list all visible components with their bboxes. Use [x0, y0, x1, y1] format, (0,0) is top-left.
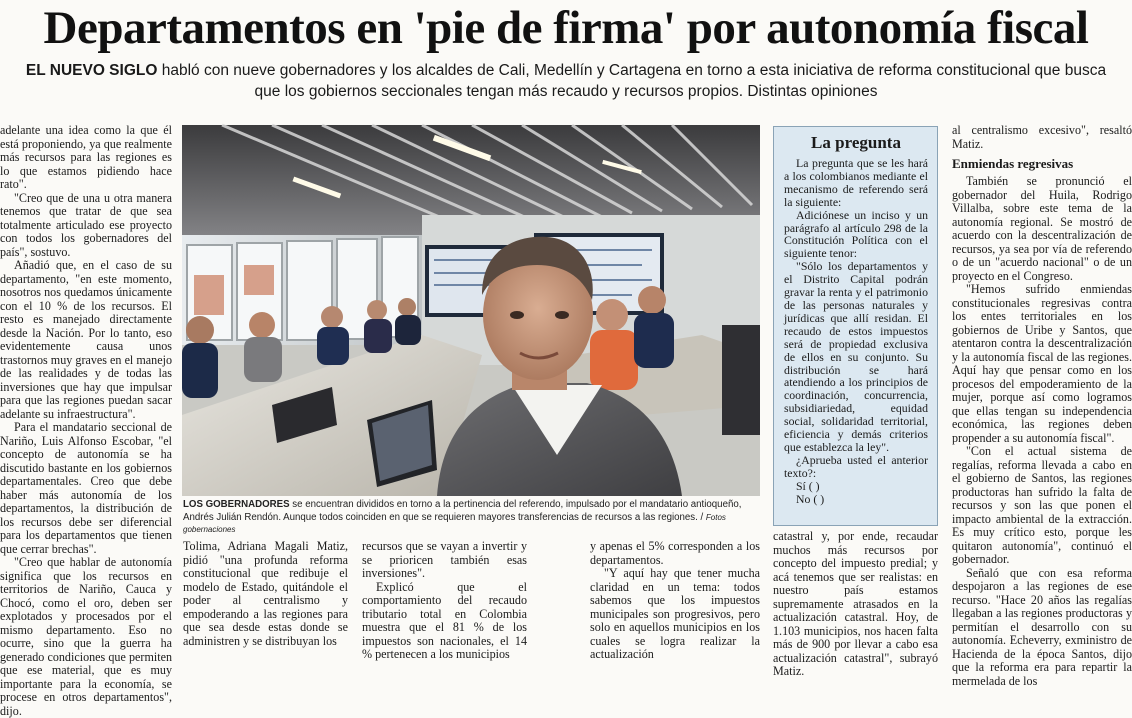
paragraph: recursos que se vayan a invertir y se prioricen también esas inversiones".	[362, 539, 527, 580]
deck	[10, 60, 1122, 102]
caption-text: se encuentran divididos en torno a la pertinencia del referendo, impulsado por el mandatario antioqueño, Andrés Julián Rendón. Aunque todos coinciden en que se requieren mayores transferencias de recursos a las regiones. /	[183, 499, 742, 523]
article-column-3	[362, 540, 527, 659]
paragraph: Tolima, Adriana Magali Matiz, pidió "una profunda reforma constitucional que redibuje el modelo de Estado, quitándole el poder al centralismo y empoderando a las regiones para que sea desde estas donde se administren y se distribuyan los	[183, 539, 348, 648]
paragraph: "Creo que hablar de autonomía significa que los recursos en territorios de Nariño, Cauca y Chocó, como el oro, deben ser explotados y procesados por el mismo departamento. Eso no ocurre, sino que la guerra ha generado condiciones que permiten que ese material, que es muy importante para la economía, se procese en otros departamentos", dijo.	[0, 555, 172, 718]
subheading: Enmiendas regresivas	[952, 156, 1074, 171]
headline: Departamentos en 'pie de firma' por autonomía fiscal	[43, 2, 1089, 54]
caption-lead: LOS GOBERNADORES	[183, 499, 290, 510]
sidebar-la-pregunta	[773, 126, 938, 526]
photo-caption	[183, 499, 760, 537]
deck-lead: EL NUEVO SIGLO	[25, 62, 158, 79]
option-no: No ( )	[796, 491, 825, 506]
paragraph: adelante una idea como la que él está proponiendo, ya que realmente más recursos para las regiones es lo que estamos pidiendo hace rato".	[0, 123, 172, 191]
paragraph: Explicó que el comportamiento del recaudo tributario total en Colombia muestra que el 81 % de los impuestos son nacionales, el 14 % pertenecen a los municipios	[362, 579, 527, 661]
sidebar-paragraph: Adiciónese un inciso y un parágrafo al artículo 298 de la Constitución Política con el siguiente tenor:	[784, 207, 928, 261]
paragraph: "Creo que de una u otra manera tenemos que tratar de que sea totalmente articulado ese proyecto con todos los gobernadores del país", sostuvo.	[0, 190, 172, 259]
article-column-5	[952, 123, 1132, 688]
article-column-2	[183, 540, 348, 659]
sidebar-paragraph: La pregunta que se les hará a los colombianos mediante el mecanismo de referendo será la siguiente:	[784, 156, 928, 209]
paragraph: catastral y, por ende, recaudar muchos más recursos por concepto del impuesto predial; y acá tenemos que ser realistas: en nuestro país estamos supremamente atrasados en la actualización catastral. Hoy, de 1.103 municipios, nos hacen falta más de 900 por llevar a cabo esa actualización catastral", subrayó Matiz.	[773, 529, 938, 678]
paragraph: "Con el actual sistema de regalías, reforma llevada a cabo en el gobierno de Santos, las regiones productoras han sufrido la falta de recursos y son las que ponen el impacto ambiental de la extracción. Es muy crítico esto, porque les quitaron autonomía", continuó el gobernador.	[952, 444, 1132, 566]
option-yes: Sí ( )	[796, 478, 820, 493]
sidebar-paragraph: "Sólo los departamentos y el Distrito Capital podrán gravar la renta y el patrimonio de las personas naturales y jurídicas que allí residan. El recaudo de estos impuestos será de propiedad exclusiva de ellos en su conjunto. Su distribución se hará atendiendo a los principios de coordinación, concurrencia, subsidiariedad, equidad social, solidaridad territorial, eficiencia y demás criterios que establezca la ley".	[784, 259, 928, 454]
paragraph: Señaló que con esa reforma despojaron a las regiones de ese recurso. "Hace 20 años las regalías llegaban a las regiones productoras y permitían el desarrollo con su autonomía. Echeverry, exministro de Hacienda de la época Santos, dijo que la reforma era para repartir la mermelada de los	[952, 565, 1132, 688]
paragraph: Para el mandatario seccional de Nariño, Luis Alfonso Escobar, "el concepto de autonomía se ha discutido bastante en los gobiernos departamentales. Creo que debe haber más autonomía de los departamentos, la distribución de los recursos debe ser diferencial para los departamentos que tienen que cerrar brechas".	[0, 420, 172, 556]
sidebar-paragraph: ¿Aprueba usted el anterior texto?:	[784, 452, 928, 480]
caption-credit: Fotos gobernaciones	[183, 512, 726, 534]
governors-meeting-photo	[182, 125, 760, 496]
deck-text-2: que los gobiernos seccionales tengan más recaudo y recursos propios. Distintas opiniones	[254, 83, 878, 100]
paragraph: Añadió que, en el caso de su departamento, "en este momento, nosotros nos quedamos únicamente con el 10 % de los recursos. El resto es manejado directamente desde la Nación. Por lo tanto, eso evidentemente causa unos trastornos muy graves en el manejo de las realidades y de todas las inversiones que hay que impulsar para que las regiones puedan sacar adelante su infraestructura".	[0, 258, 172, 421]
article-column-4	[590, 540, 760, 659]
article-column-1	[0, 123, 172, 718]
paragraph: al centralismo excesivo", resaltó Matiz.	[952, 123, 1132, 151]
paragraph: y apenas el 5% corresponden a los departamentos.	[590, 539, 760, 567]
paragraph: "Y aquí hay que tener mucha claridad en un tema: todos sabemos que los impuestos municipales son progresivos, pero solo en aquellos municipios en los cuales se logra realizar la actualización	[590, 566, 760, 661]
photo-illustration	[182, 125, 760, 496]
article-column-4b	[773, 529, 938, 678]
deck-text-1: habló con nueve gobernadores y los alcaldes de Cali, Medellín y Cartagena en torno a esta iniciativa de reforma constitucional que busca	[157, 62, 1107, 79]
paragraph: "Hemos sufrido enmiendas constitucionales regresivas contra los entes territoriales en los gobiernos de Uribe y Santos, que atentaron contra la descentralización y la autonomía fiscal de las regiones. Aquí hay que pensar como en los procesos del empoderamiento de la mujer, porque así como logramos que ellas tengan su independencia económica, las regiones deben propender a su autonomía fiscal".	[952, 282, 1132, 445]
paragraph: También se pronunció el gobernador del Huila, Rodrigo Villalba, sobre este tema de la autonomía regional. Se mostró de acuerdo con la descentralización de recursos, ya sea por vía de referendo o de un "acuerdo nacional" o de un proyecto en el Congreso.	[952, 174, 1132, 283]
sidebar-title: La pregunta	[811, 133, 901, 152]
